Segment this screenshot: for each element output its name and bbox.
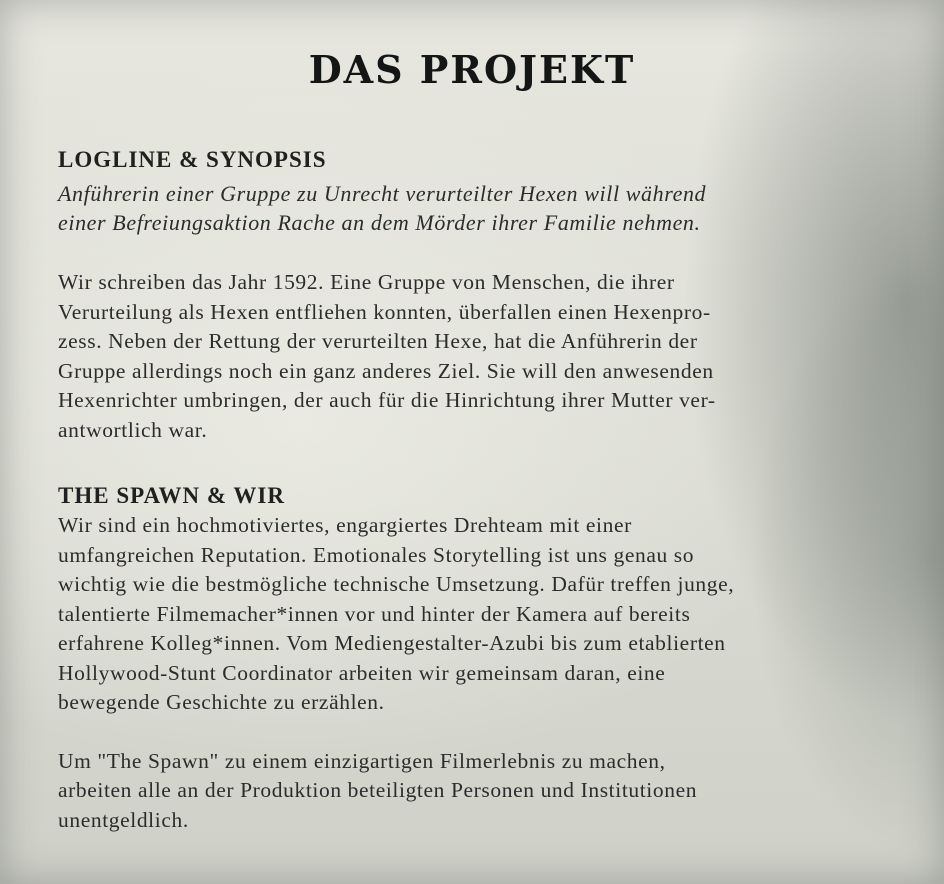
synopsis-line: Hexenrichter umbringen, der auch für die Hinrichtung ihrer Mutter ver-: [58, 388, 716, 412]
team-line: wichtig wie die bestmögliche technische Umsetzung. Dafür treffen junge,: [58, 572, 735, 596]
team-paragraph: [58, 511, 893, 718]
synopsis-line: zess. Neben der Rettung der verurteilten Hexe, hat die Anführerin der: [58, 329, 698, 353]
volunteer-line: arbeiten alle an der Produktion beteiligten Personen und Institutionen: [58, 778, 698, 802]
synopsis-paragraph: [58, 268, 893, 445]
logline-text: [58, 179, 893, 237]
section-heading-spawn: THE SPAWN & WIR: [58, 483, 285, 508]
team-line: Wir sind ein hochmotiviertes, engargiertes Drehteam mit einer: [58, 513, 632, 537]
team-line: erfahrene Kolleg*innen. Vom Mediengestalter-Azubi bis zum etablierten: [58, 631, 726, 655]
volunteer-line: unentgeldlich.: [58, 807, 189, 832]
logline-line: Anführerin einer Gruppe zu Unrecht verurteilter Hexen will während: [58, 181, 707, 206]
synopsis-line: Gruppe allerdings noch ein ganz anderes Ziel. Sie will den anwesenden: [58, 358, 714, 383]
synopsis-line: Wir schreiben das Jahr 1592. Eine Gruppe von Menschen, die ihrer: [58, 270, 675, 294]
team-line: talentierte Filmemacher*innen vor und hinter der Kamera auf bereits: [58, 601, 691, 626]
logline-line: einer Befreiungsaktion Rache an dem Mörder ihrer Familie nehmen.: [58, 210, 701, 235]
team-line: umfangreichen Reputation. Emotionales Storytelling ist uns genau so: [58, 542, 695, 567]
section-heading-logline: LOGLINE & SYNOPSIS: [58, 147, 327, 172]
team-line: bewegende Geschichte zu erzählen.: [58, 690, 385, 714]
page-title: DAS PROJEKT: [308, 47, 636, 93]
synopsis-line: Verurteilung als Hexen entfliehen konnten, überfallen einen Hexenpro-: [58, 299, 711, 324]
team-line: Hollywood-Stunt Coordinator arbeiten wir gemeinsam daran, eine: [58, 660, 666, 685]
volunteer-paragraph: [58, 747, 893, 836]
content-body: [58, 145, 893, 835]
synopsis-line: antwortlich war.: [58, 417, 208, 442]
volunteer-line: Um "The Spawn" zu einem einzigartigen Filmerlebnis zu machen,: [58, 748, 666, 773]
